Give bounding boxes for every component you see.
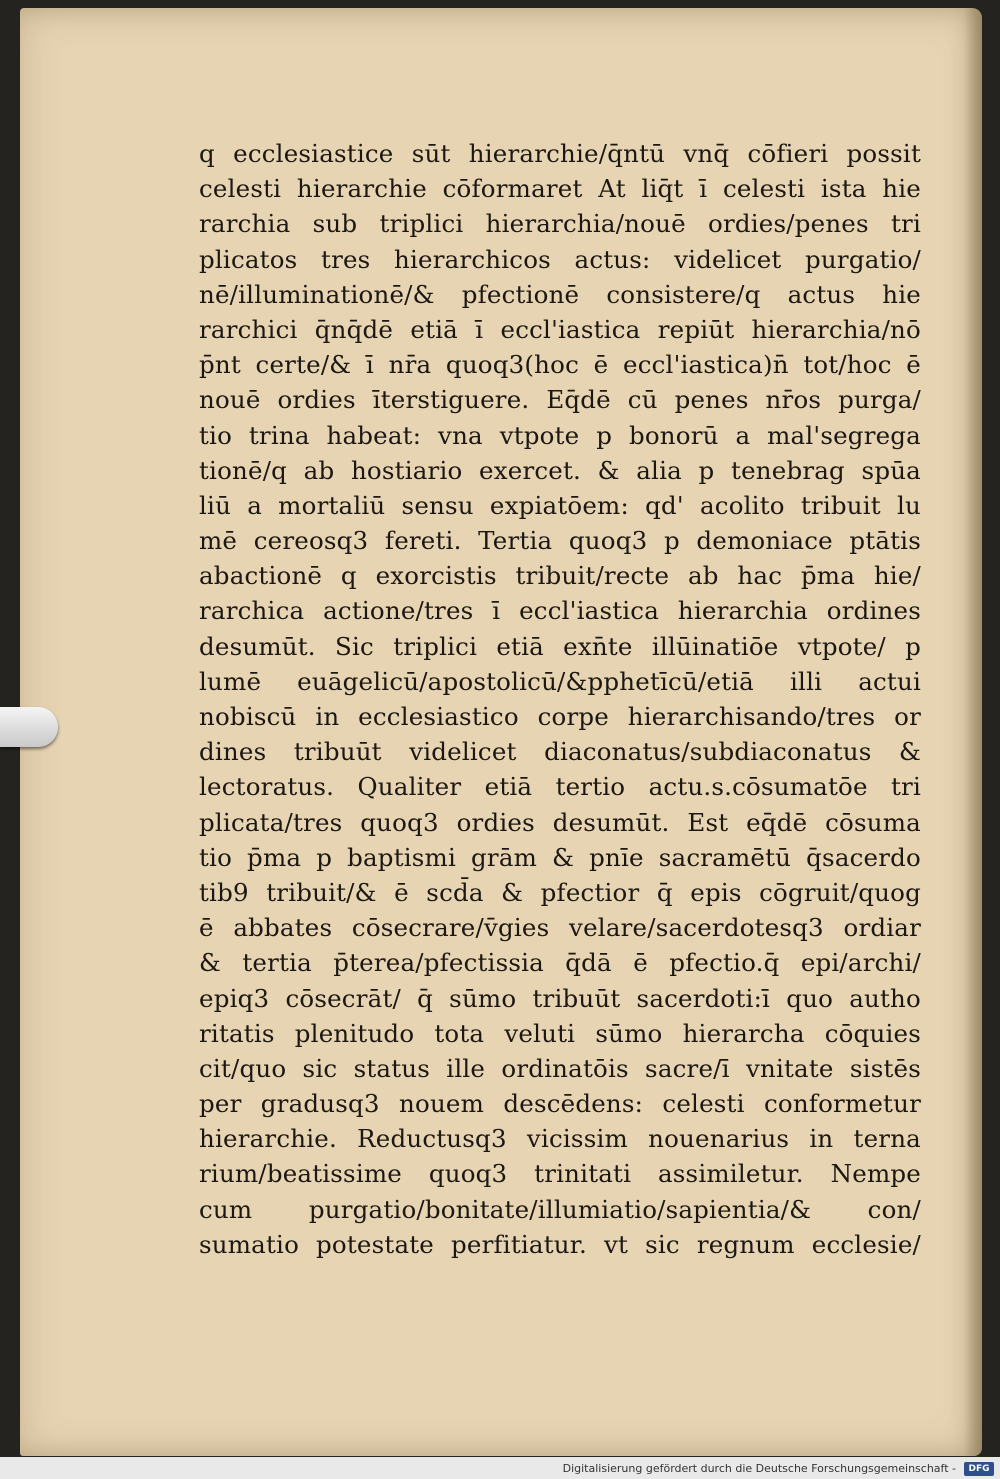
text-line: nobiscū in ecclesiastico corpe hierarchisando/tres or — [199, 702, 921, 731]
text-line: p̄nt certe/& ī nr̄a quoq3(hoc ē eccl'iastica)n̄ tot/hoc ē — [199, 350, 921, 380]
text-line: epiq3 cōsecrāt/ q̄ sūmo tribuūt sacerdoti:ī quo autho — [199, 983, 921, 1013]
text-line: lumē euāgelicū/apostolicū/&pphetīcū/etiā illi actui — [199, 666, 921, 696]
text-line: lectoratus. Qualiter etiā tertio actu.s.cōsumatōe tri — [199, 772, 921, 802]
text-line: nē/illuminationē/& pfectionē consistere/q actus hie — [199, 279, 921, 309]
text-line: cum purgatio/bonitate/illumiatio/sapientia/& con/ — [199, 1194, 921, 1224]
text-line: rium/beatissime quoq3 trinitati assimiletur. Nempe — [199, 1159, 921, 1189]
page-edge-shadow — [964, 8, 982, 1456]
text-line: tio p̄ma p baptismi grām & pnīe sacramētū q̄sacerdo — [199, 842, 921, 872]
text-line: per gradusq3 nouem descēdens: celesti conformetur — [199, 1089, 921, 1119]
text-line: nouē ordies īterstiguere. Eq̄dē cū penes nr̄os purga/ — [199, 385, 921, 415]
text-line: cit/quo sic status ille ordinatōis sacre/ī vnitate sistēs — [199, 1053, 921, 1083]
text-line: mē cereosq3 fereti. Tertia quoq3 p demoniace ptātis — [199, 526, 921, 556]
text-line: plicata/tres quoq3 ordies desumūt. Est eq̄dē cōsuma — [199, 807, 921, 837]
text-line: ritatis plenitudo tota veluti sūmo hierarcha cōquies — [199, 1018, 921, 1048]
text-line: abactionē q exorcistis tribuit/recte ab hac p̄ma hie/ — [199, 561, 921, 591]
text-line: q ecclesiastice sūt hierarchie/q̄ntū vnq̄ cōfieri possit — [199, 139, 921, 168]
text-line: ē abbates cōsecrare/v̄gies velare/sacerdotesq3 ordiar — [199, 913, 921, 943]
text-line: dines tribuūt videlicet diaconatus/subdiaconatus & — [199, 737, 921, 767]
text-block — [199, 136, 921, 1262]
text-line: tio trina habeat: vna vtpote p bonorū a mal'segrega — [199, 420, 921, 450]
text-line: plicatos tres hierarchicos actus: videlicet purgatio/ — [199, 244, 921, 274]
text-line: & tertia p̄terea/pfectissia q̄dā ē pfectio.q̄ epi/archi/ — [199, 948, 921, 978]
text-line: rarchia sub triplici hierarchia/nouē ordies/penes tri — [199, 209, 921, 239]
footer-bar — [0, 1457, 1000, 1479]
text-line: sumatio potestate perfitiatur. vt sic regnum ecclesie/ — [199, 1229, 921, 1259]
text-line: celesti hierarchie cōformaret At liq̄t ī celesti ista hie — [199, 174, 921, 204]
text-line: tib9 tribuit/& ē scd̄a & pfectior q̄ epis cōgruit/quog — [199, 877, 921, 907]
text-line: desumūt. Sic triplici etiā exn̄te illūinatiōe vtpote/ p — [199, 631, 921, 661]
page-clip-tab — [0, 707, 58, 747]
text-line: tionē/q ab hostiario exercet. & alia p tenebrag spūa — [199, 455, 921, 485]
text-line: rarchici q̄nq̄dē etiā ī eccl'iastica repiūt hierarchia/nō — [199, 314, 921, 344]
text-line: hierarchie. Reductusq3 vicissim nouenarius in terna — [199, 1124, 921, 1154]
text-line: liū a mortaliū sensu expiatōem: qd' acolito tribuit lu — [199, 490, 921, 520]
text-line: rarchica actione/tres ī eccl'iastica hierarchia ordines — [199, 596, 921, 626]
footer-credit: Digitalisierung gefördert durch die Deutsche Forschungsgemeinschaft - — [562, 1462, 956, 1475]
dfg-logo-icon: DFG — [964, 1462, 994, 1476]
